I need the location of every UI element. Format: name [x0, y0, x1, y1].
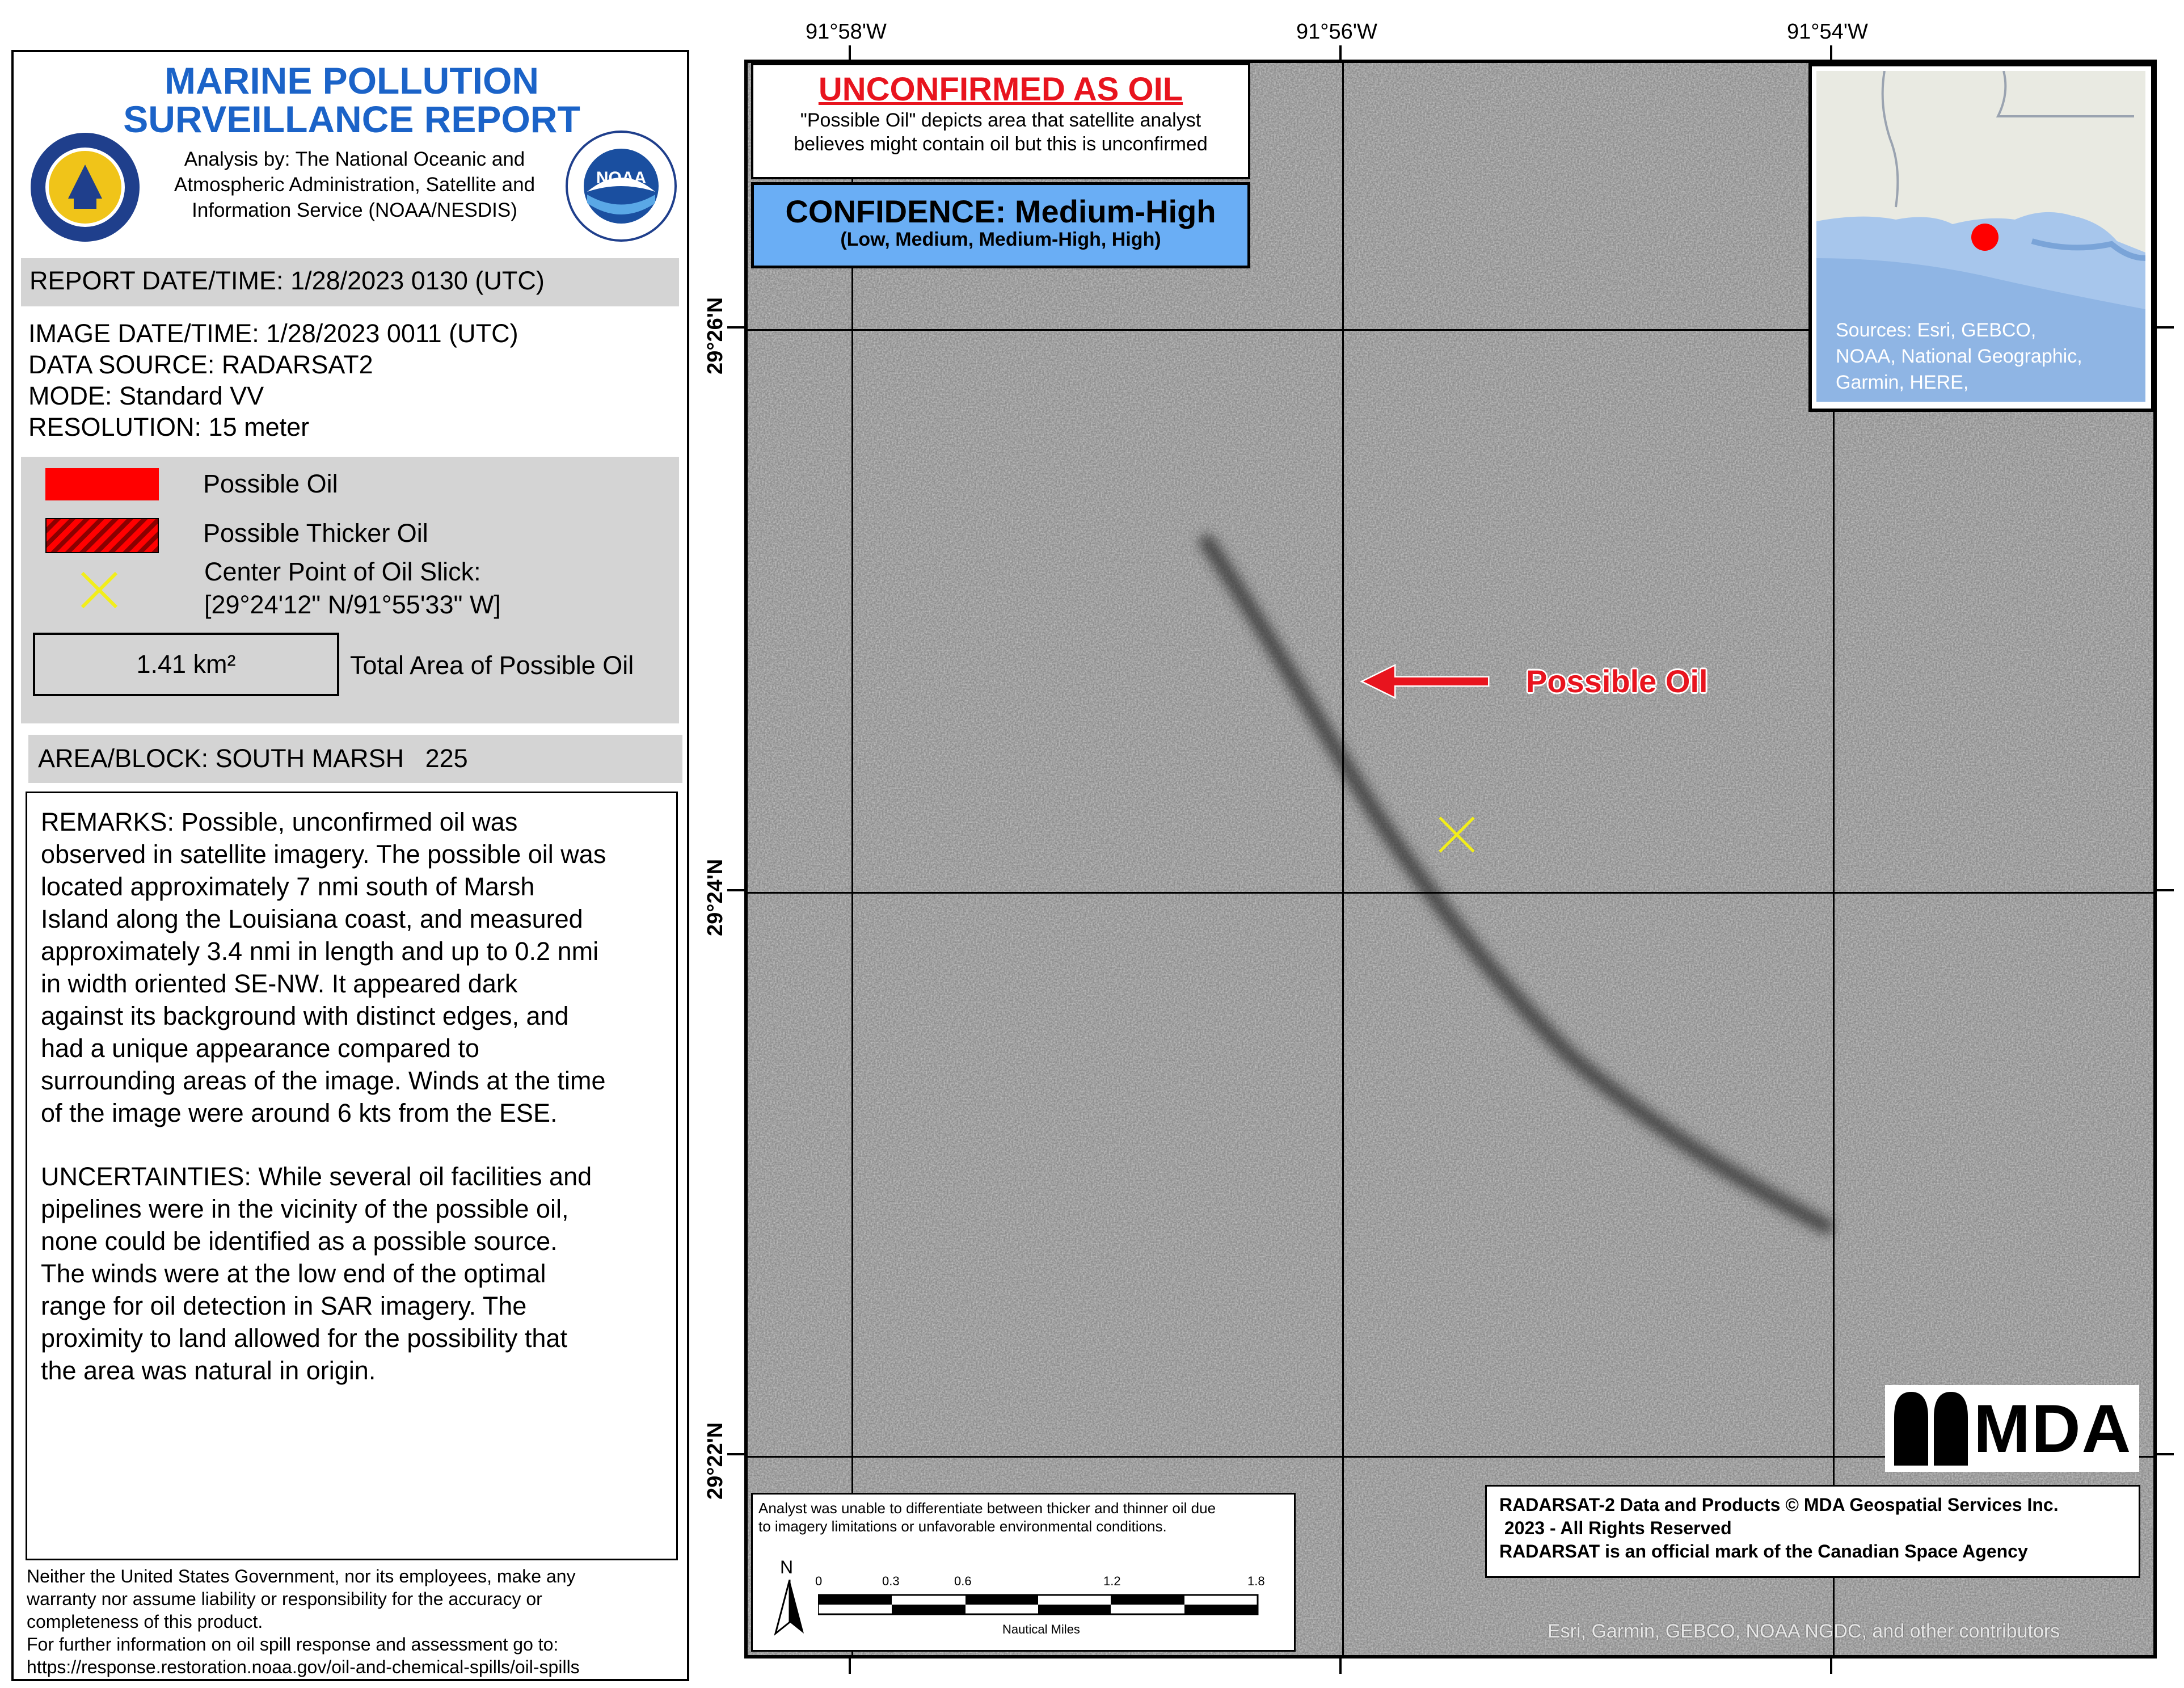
unconfirmed-line1: "Possible Oil" depicts area that satellite analyst — [800, 110, 1201, 131]
area-block: AREA/BLOCK: SOUTH MARSH 225 — [38, 744, 468, 773]
map-attribution: Esri, Garmin, GEBCO, NOAA NGDC, and other contributors — [1548, 1620, 2060, 1642]
lat-label-1: 29°26'N — [703, 297, 727, 374]
unconfirmed-title: UNCONFIRMED AS OIL — [818, 71, 1183, 108]
inset-map[interactable] — [1808, 63, 2155, 412]
noaa-logo-icon — [564, 129, 678, 243]
scale-unit: Nautical Miles — [1002, 1622, 1080, 1636]
analysis-line3: Information Service (NOAA/NESDIS) — [192, 199, 517, 221]
analysis-line1: Analysis by: The National Oceanic and — [184, 148, 525, 170]
possible-oil-annotation: Possible Oil — [1526, 663, 1708, 699]
north-arrow-icon — [773, 1580, 807, 1636]
lat-tick-2 — [727, 889, 745, 891]
possible-oil-swatch — [45, 468, 159, 500]
scale-tick-3: 1.2 — [1103, 1574, 1121, 1588]
lat-tick-1 — [727, 326, 745, 329]
resolution: RESOLUTION: 15 meter — [28, 412, 310, 441]
confidence-box — [751, 182, 1250, 268]
report-title-line1: MARINE POLLUTION — [165, 60, 539, 102]
scale-bar — [818, 1594, 1260, 1617]
grid-line-lon-1 — [851, 63, 853, 1658]
unconfirmed-line2: believes might contain oil but this is unconfirmed — [794, 133, 1208, 155]
scale-tick-1: 0.3 — [882, 1574, 900, 1588]
grid-line-lat-2 — [748, 892, 2157, 894]
uncertainties-text: UNCERTAINTIES: While several oil facilities and pipelines were in the vicinity of the possible oil, none could be identified as a possible source. The winds were at the low end of the optimal range for oil detection in SAR imagery. The proximity to land allowed for the possibility that the area was natural in origin. — [41, 1162, 592, 1385]
lon-tick-1 — [849, 45, 851, 62]
mda-logo — [1885, 1385, 2139, 1472]
legend-possible-oil: Possible Oil — [203, 469, 338, 498]
scale-box — [751, 1493, 1296, 1652]
scale-tick-0: 0 — [815, 1574, 823, 1588]
image-datetime: IMAGE DATE/TIME: 1/28/2023 0011 (UTC) — [28, 319, 518, 348]
lat-label-2: 29°24'N — [703, 858, 727, 936]
inset-sources: Sources: Esri, GEBCO, NOAA, National Geographic, Garmin, HERE, — [1836, 319, 2082, 393]
total-area-label: Total Area of Possible Oil — [350, 651, 634, 680]
scale-tick-4: 1.8 — [1247, 1574, 1265, 1588]
analysis-line2: Atmospheric Administration, Satellite and — [174, 174, 536, 196]
lat-tick-right-3 — [2156, 1453, 2174, 1455]
confidence-title: CONFIDENCE: Medium-High — [785, 193, 1216, 229]
possible-thicker-oil-swatch — [45, 518, 159, 553]
commerce-seal-icon — [28, 131, 142, 244]
mda-logo-mark-icon — [1888, 1389, 1974, 1468]
confidence-scale: (Low, Medium, Medium-High, High) — [840, 229, 1161, 250]
report-title-line2: SURVEILLANCE REPORT — [123, 98, 580, 140]
lon-tick-2 — [1339, 45, 1342, 62]
copyright-box: RADARSAT-2 Data and Products © MDA Geospatial Services Inc. 2023 - All Rights Reserved RADARSAT is an official mark of the Canadian Space Agency — [1485, 1485, 2140, 1578]
scale-tick-2: 0.6 — [954, 1574, 972, 1588]
lon-tick-bottom-3 — [1830, 1657, 1832, 1674]
legend-center-coords: [29°24'12" N/91°55'33" W] — [204, 590, 501, 619]
north-label: N — [780, 1557, 794, 1577]
annotation-arrow-icon — [1360, 662, 1496, 701]
unconfirmed-box — [751, 63, 1250, 179]
data-source: DATA SOURCE: RADARSAT2 — [28, 350, 373, 379]
remarks-text: REMARKS: Possible, unconfirmed oil was observed in satellite imagery. The possible oil was located approximately 7 nmi south of Marsh Island along the Louisiana coast, and measured approximately 3.4 nmi in length and up to 0.2 nmi in width oriented SE-NW. It appeared dark against its background with distinct edges, and had a unique appearance compared to surrounding areas of the image. Winds at the time of the image were around 6 kts from the ESE. — [41, 807, 606, 1127]
sar-image-map[interactable] — [744, 60, 2157, 1658]
lon-label-2: 91°56'W — [1296, 20, 1377, 44]
inset-location-marker-icon — [1971, 224, 1999, 251]
lon-label-1: 91°58'W — [806, 20, 887, 44]
lat-tick-right-2 — [2156, 889, 2174, 891]
legend-possible-thicker-oil: Possible Thicker Oil — [203, 519, 428, 548]
legend-center-point: Center Point of Oil Slick: — [204, 557, 481, 586]
grid-line-lon-2 — [1342, 63, 1344, 1658]
lat-label-3: 29°22'N — [703, 1422, 727, 1500]
lat-tick-3 — [727, 1453, 745, 1455]
lon-tick-3 — [1830, 45, 1832, 62]
lon-label-3: 91°54'W — [1787, 20, 1868, 44]
analyst-note: Analyst was unable to differentiate between thicker and thinner oil due to imagery limitations or unfavorable environmental conditions. — [758, 1500, 1216, 1535]
mda-logo-text: MDA — [1974, 1390, 2132, 1467]
total-area-value: 1.41 km² — [136, 650, 236, 679]
lon-tick-bottom-1 — [849, 1657, 851, 1674]
mode: MODE: Standard VV — [28, 381, 264, 410]
lon-tick-bottom-2 — [1339, 1657, 1342, 1674]
noaa-logo-text: NOAA — [596, 169, 647, 187]
report-datetime: REPORT DATE/TIME: 1/28/2023 0130 (UTC) — [29, 266, 545, 295]
lat-tick-right-1 — [2156, 326, 2174, 329]
disclaimer: Neither the United States Government, nor its employees, make any warranty nor assume liability or responsibility for the accuracy or completeness of this product. For further information on oil spill response and assessment go to: https://response.restoration.noaa.gov/oil-and-chemical-spills/oil-spills — [27, 1566, 580, 1677]
center-point-marker-icon[interactable] — [1437, 815, 1477, 854]
center-point-x-icon — [79, 570, 119, 610]
total-area-box — [33, 633, 339, 696]
info-link[interactable]: https://response.restoration.noaa.gov/oil-and-chemical-spills/oil-spills — [27, 1657, 580, 1677]
